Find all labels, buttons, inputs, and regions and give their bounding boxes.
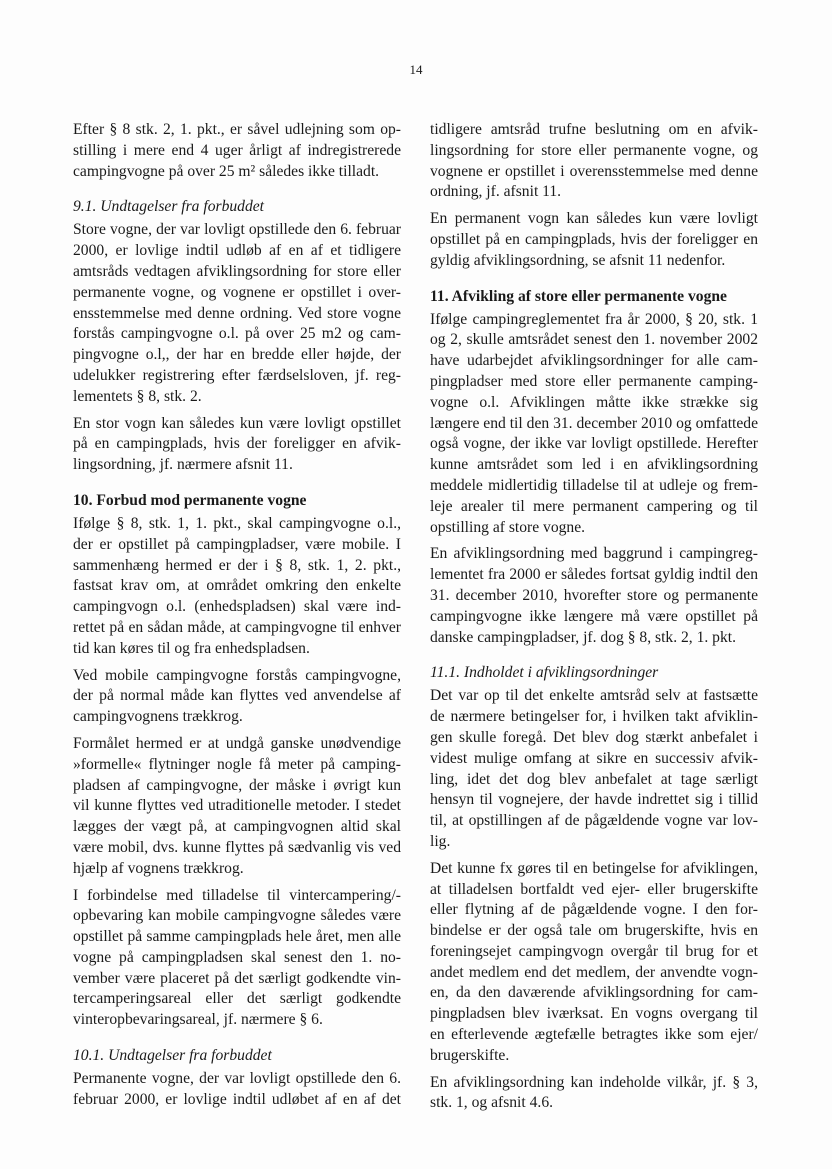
text-line: hjælp af vognens trækkrog.	[73, 859, 244, 877]
text-line: campingvognens trækkrog.	[73, 708, 243, 726]
text-line: andet medlem end det medlem, der anvendte vogn-	[430, 963, 758, 981]
text-line: tidligere amtsråd trufne beslutning om en afvik-	[430, 121, 758, 138]
text-line: pingpladser med store eller permanente camping-	[430, 372, 758, 390]
paragraph	[73, 414, 401, 476]
text-line: stilling i mere end 4 uger årligt af indregistrerede	[73, 141, 401, 159]
text-line: 31. december 2010, hvorefter store og permanente	[430, 586, 758, 604]
paragraph	[430, 859, 758, 1067]
text-line: opbevaring kan mobile campingvogne således være	[73, 907, 401, 925]
text-line: lægges der vægt på, at campingvognen altid skal	[73, 818, 401, 836]
text-line: foreningsejet campingvogn overgår til brug for et	[430, 942, 758, 960]
text-line: lingsordning for store eller permanente vogne, og	[430, 141, 758, 159]
section-heading: 10. Forbud mod permanente vogne	[73, 491, 307, 509]
text-line: videst mulige omfang at sikre en successiv afvik-	[430, 749, 758, 767]
text-line: og 2, skulle amtsrådet senest den 1. november 2002	[430, 331, 758, 349]
text-line: amtsråds vedtagen afviklingsordning for store eller	[73, 262, 401, 280]
text-line: permanente vogne, og vognene er opstillet i over-	[73, 283, 401, 301]
text-line: Det kunne fx gøres til en betingelse for afviklingen,	[430, 859, 758, 877]
text-line: de nærmere betingelser for, i hvilken takt afviklin-	[430, 708, 758, 726]
text-line: Formålet hermed er at undgå ganske unødvendige	[73, 734, 401, 752]
text-line: brugerskifte.	[430, 1046, 510, 1064]
text-line: meddele midlertidig tilladelse til at udleje og frem-	[430, 476, 758, 494]
text-line: en, da den daværende afviklingsordning for cam-	[430, 984, 758, 1002]
text-line: hensyn til vognejere, der havde indrettet sig i tillid	[430, 791, 758, 809]
text-line: februar 2000, er lovlige indtil udløbet af en af det	[73, 1090, 401, 1108]
subsection-heading: 11.1. Indholdet i afviklingsordninger	[430, 664, 659, 682]
text-line: Ifølge § 8, stk. 1, 1. pkt., skal campingvogne o.l.,	[73, 514, 401, 532]
paragraph	[73, 734, 401, 880]
text-line: vinteropbevaringsareal, jf. nærmere § 6.	[73, 1011, 323, 1029]
text-line: Efter § 8 stk. 2, 1. pkt., er såvel udlejning som op-	[73, 121, 401, 138]
text-line: vil kunne flyttes ved utraditionelle metoder. I stedet	[73, 797, 401, 815]
text-line: I forbindelse med tilladelse til vintercampering/-	[73, 886, 401, 904]
paragraph	[73, 220, 401, 407]
text-line: opstillet på samme campingplads hele året, men alle	[73, 928, 401, 946]
text-line: »formelle« flytninger nogle få meter på camping-	[73, 755, 401, 773]
text-line: udelukker registrering efter færdselsloven, jf. reg-	[73, 366, 401, 384]
paragraph	[73, 886, 401, 1032]
text-line: Ifølge campingreglementet fra år 2000, § 20, stk. 1	[430, 310, 758, 328]
paragraph	[73, 120, 401, 182]
text-line: gen skulle foregå. Det blev dog stærkt anbefalet i	[430, 728, 758, 746]
text-line: Ved mobile campingvogne forstås campingvogne,	[73, 666, 401, 684]
text-line: der på normal måde kan flyttes ved anvendelse af	[73, 687, 401, 705]
text-line: ling, idet det dog blev anbefalet at tage særligt	[430, 770, 758, 788]
text-line: at tilladelsen bortfaldt ved ejer- eller brugerskifte	[430, 880, 758, 898]
text-line: 2000, er lovlige indtil udløb af en af et tidligere	[73, 242, 401, 260]
text-line: Permanente vogne, der var lovligt opstillede den 6.	[73, 1070, 401, 1088]
text-line: være mobil, dvs. kunne flyttes på sædvanlig vis ved	[73, 838, 401, 856]
text-line: Det var op til det enkelte amtsråd selv at fastsætte	[430, 687, 758, 705]
text-line: forstås campingvogne o.l. på over 25 m2 og cam-	[73, 325, 401, 343]
text-line: campingvogn o.l. (enhedspladsen) skal være ind-	[73, 598, 401, 616]
text-line: lementets § 8, stk. 2.	[73, 387, 202, 405]
text-line: vogne o.l. Afviklingen måtte ikke strække sig	[430, 393, 758, 411]
text-line: opstillet på en campingplads, hvis der foreligger en	[430, 230, 758, 248]
text-line: vognene er opstillet i overensstemmelse med denne	[430, 162, 758, 180]
text-line: der er opstillet på campingpladser, være mobile. I	[73, 535, 401, 553]
text-line: længere end til den 31. december 2010 og omfattede	[430, 414, 758, 432]
text-line: eller flytning af de pågældende vogne. I den for-	[430, 901, 758, 919]
text-line: lingsordning, jf. nærmere afsnit 11.	[73, 456, 293, 474]
text-line: fastsat krav om, at området omkring den enkelte	[73, 577, 401, 595]
paragraph	[430, 686, 758, 852]
paragraph	[430, 120, 758, 203]
text-line: vogne på campingpladsen skal senest den 1. no-	[73, 948, 401, 966]
text-line: en efterlevende ægtefælle betragtes ikke som ejer/	[430, 1026, 758, 1044]
text-line: vember være placeret på det særligt godkendte vin-	[73, 969, 401, 987]
subsection-heading: 10.1. Undtagelser fra forbuddet	[73, 1047, 272, 1065]
text-line: til, at opstillingen af de pågældende vogne var lov-	[430, 812, 758, 830]
section-heading: 11. Afvikling af store eller permanente vogne	[430, 287, 727, 305]
text-line: campingvogne ikke længere må være opstillet på	[430, 607, 758, 625]
text-line: campingvogne på over 25 m² således ikke tilladt.	[73, 162, 380, 180]
text-line: En afviklingsordning kan indeholde vilkår, jf. § 3,	[430, 1073, 758, 1091]
text-line: pingvogne o.l,, der har en bredde eller højde, der	[73, 346, 401, 364]
text-line: på en campingplads, hvis der foreligger en afvik-	[73, 435, 401, 453]
text-line: leje arealer til mere permanent campering og til	[430, 497, 758, 515]
page-number: 14	[409, 62, 423, 77]
text-line: pingpladsen blev iværksat. En vogns overgang til	[430, 1005, 758, 1023]
paragraph	[73, 514, 401, 660]
text-line: tid kan køres til og fra enhedspladsen.	[73, 639, 310, 657]
text-line: kunne amtsrådet som led i en afviklingsordning	[430, 456, 758, 474]
text-line: bindelse er der også tale om brugerskifte, hvis en	[430, 922, 758, 940]
text-line: lig.	[430, 832, 451, 850]
text-line: lementet fra 2000 er således fortsat gyldig indtil den	[430, 566, 758, 584]
text-line: også vogne, der ikke var lovligt opstillede. Herefter	[430, 435, 758, 453]
text-line: stk. 1, og afsnit 4.6.	[430, 1094, 554, 1112]
text-line: rettet på en sådan måde, at campingvogne til enhver	[73, 618, 401, 636]
subsection-heading: 9.1. Undtagelser fra forbuddet	[73, 198, 265, 216]
paragraph	[430, 1073, 758, 1115]
left-column	[73, 120, 401, 1117]
text-line: tercamperingsareal eller det særligt godkendte	[73, 990, 401, 1008]
text-line: gyldig afviklingsordning, se afsnit 11 nedenfor.	[430, 251, 726, 269]
text-line: danske campingpladser, jf. dog § 8, stk. 2, 1. pkt.	[430, 628, 737, 646]
text-line: opstilling af store vogne.	[430, 518, 586, 536]
text-line: pladsen af campingvogne, der måske i øvrigt kun	[73, 776, 401, 794]
paragraph	[430, 310, 758, 539]
text-line: En stor vogn kan således kun være lovligt opstillet	[73, 414, 401, 432]
text-line: have udarbejdet afviklingsordninger for alle cam-	[430, 352, 758, 370]
paragraph	[430, 209, 758, 271]
paragraph	[430, 544, 758, 648]
text-line: Store vogne, der var lovligt opstillede den 6. februar	[73, 221, 401, 239]
paragraph	[73, 666, 401, 728]
right-column	[430, 120, 758, 1120]
text-line: En permanent vogn kan således kun være lovligt	[430, 210, 758, 228]
text-line: ordning, jf. afsnit 11.	[430, 183, 562, 201]
text-line: ensstemmelse med denne ordning. Ved store vogne	[73, 304, 401, 322]
paragraph	[73, 1069, 401, 1111]
text-line: sammenhæng hermed er der i § 8, stk. 1, 2. pkt.,	[73, 556, 401, 574]
text-line: En afviklingsordning med baggrund i campingreg-	[430, 545, 758, 563]
